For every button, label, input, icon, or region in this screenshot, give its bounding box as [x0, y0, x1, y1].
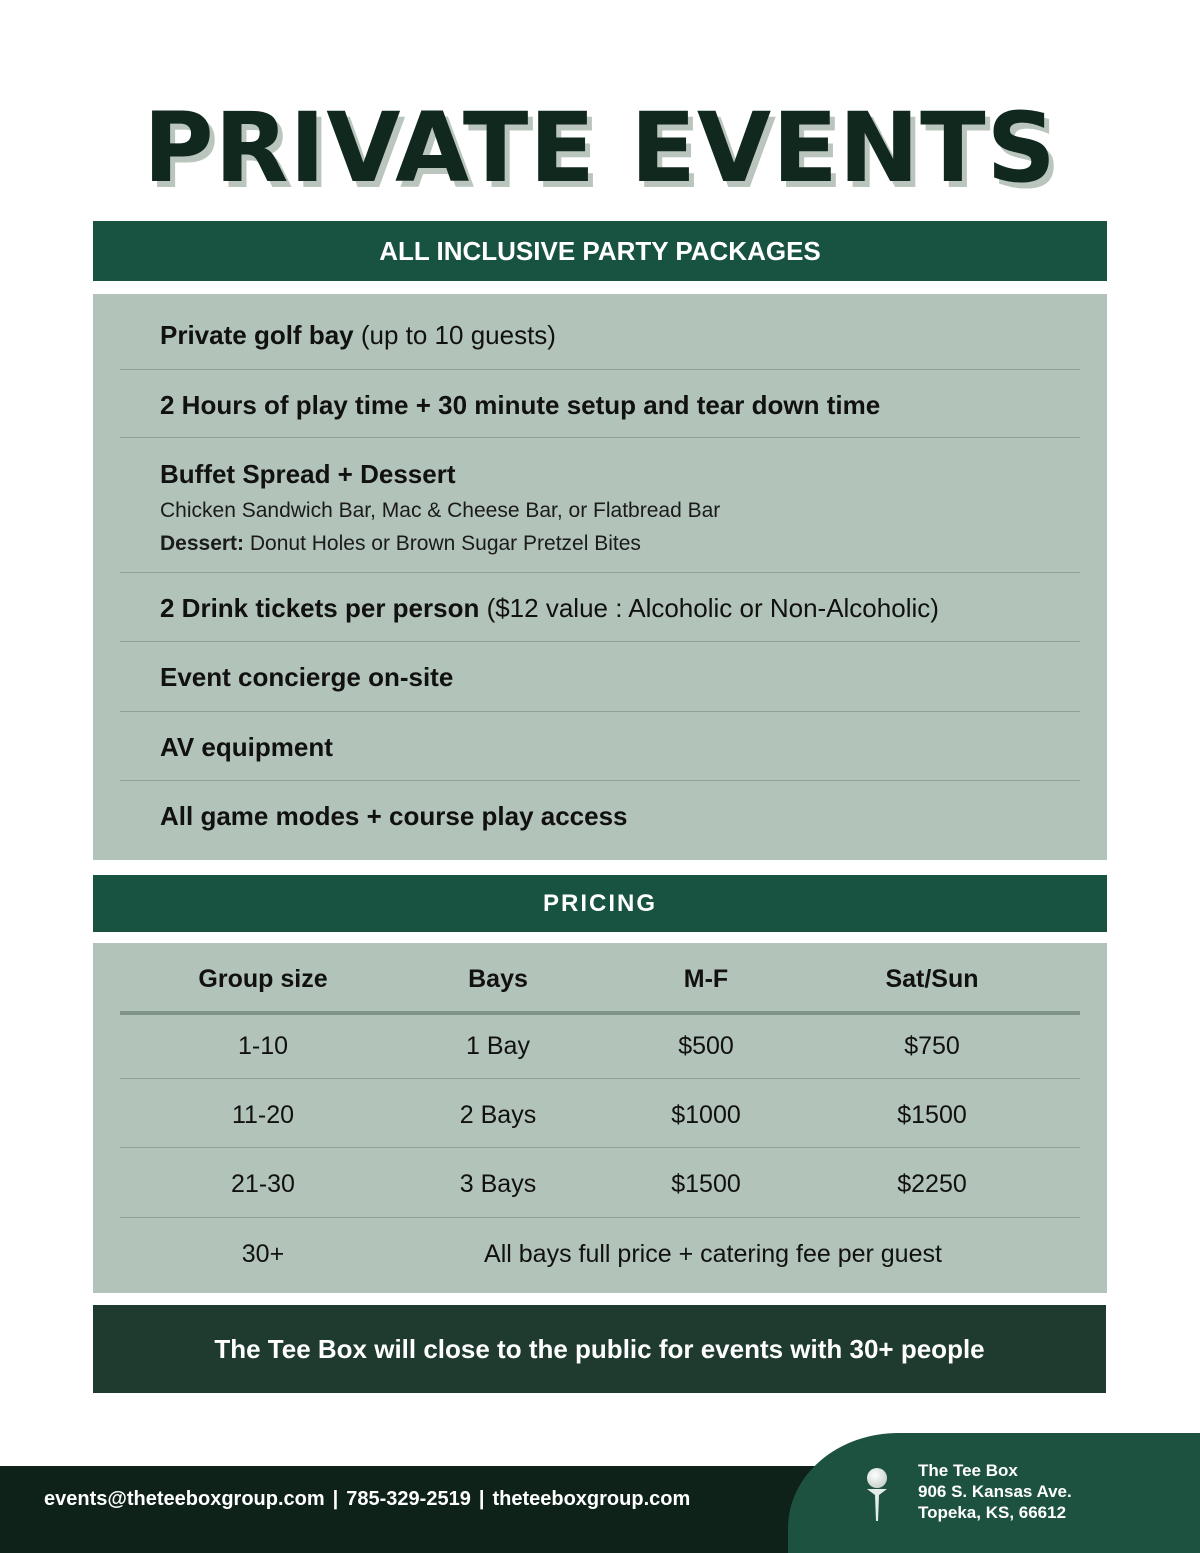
page-title: PRIVATE EVENTS [143, 92, 1057, 204]
list-item [120, 573, 1080, 642]
packages-panel [93, 294, 1107, 860]
closure-notice: The Tee Box will close to the public for events with 30+ people [93, 1305, 1106, 1393]
column-header-group-size: Group size [198, 965, 328, 993]
table-cell: 21-30 [231, 1170, 295, 1198]
large-group-note: All bays full price + catering fee per guest [484, 1240, 942, 1268]
package-item-title: 2 Hours of play time + 30 minute setup and tear down time [160, 390, 881, 420]
address-street: 906 S. Kansas Ave. [918, 1482, 1072, 1501]
package-item-detail: ($12 value : Alcoholic or Non-Alcoholic) [479, 593, 939, 623]
table-cell: 3 Bays [459, 1170, 537, 1198]
table-cell: 30+ [241, 1240, 285, 1268]
contact-website[interactable]: theteeboxgroup.com [492, 1488, 691, 1510]
table-cell: 1-10 [237, 1032, 289, 1060]
list-item [120, 642, 1080, 712]
package-item-title: Private golf bay [160, 320, 354, 350]
address-name: The Tee Box [918, 1461, 1018, 1480]
column-header-weekday: M-F [683, 965, 729, 993]
list-item [120, 438, 1080, 573]
package-item-title: Buffet Spread + Dessert [160, 459, 456, 489]
table-cell: $1500 [671, 1170, 741, 1198]
package-item-title: All game modes + course play access [160, 801, 628, 831]
contact-phone[interactable]: 785-329-2519 [346, 1488, 471, 1510]
package-item-title: AV equipment [160, 732, 333, 762]
row-divider [120, 1078, 1080, 1079]
package-item-title: Event concierge on-site [160, 662, 454, 692]
table-cell: 2 Bays [459, 1101, 537, 1129]
column-header-weekend: Sat/Sun [885, 965, 979, 993]
row-divider [120, 1217, 1080, 1218]
separator: | [478, 1488, 485, 1510]
dessert-options: Donut Holes or Brown Sugar Pretzel Bites [244, 532, 641, 555]
table-cell: $500 [678, 1032, 734, 1060]
pricing-heading: PRICING [93, 875, 1107, 932]
packages-heading: ALL INCLUSIVE PARTY PACKAGES [93, 221, 1107, 281]
address-city: Topeka, KS, 66612 [918, 1503, 1067, 1522]
package-item-title: 2 Drink tickets per person [160, 593, 480, 623]
list-item [120, 370, 1080, 438]
table-cell: $2250 [897, 1170, 967, 1198]
row-divider [120, 1147, 1080, 1148]
table-cell: $750 [904, 1032, 960, 1060]
package-item-detail: (up to 10 guests) [353, 320, 556, 350]
table-cell: 11-20 [231, 1101, 295, 1129]
list-item [120, 712, 1080, 781]
table-cell: 1 Bay [466, 1032, 530, 1060]
contact-email[interactable]: events@theteeboxgroup.com [44, 1488, 325, 1510]
list-item [120, 781, 1080, 860]
column-header-bays: Bays [468, 965, 528, 993]
footer-contact [44, 1488, 690, 1511]
dessert-label: Dessert: [160, 532, 245, 555]
list-item [120, 294, 1080, 370]
separator: | [332, 1488, 339, 1510]
buffet-options: Chicken Sandwich Bar, Mac & Cheese Bar, or Flatbread Bar [160, 499, 721, 522]
table-cell: $1500 [897, 1101, 967, 1129]
golf-tee-icon [862, 1467, 892, 1523]
header-divider [120, 1011, 1080, 1015]
address-block [918, 1460, 1072, 1523]
table-cell: $1000 [671, 1101, 741, 1129]
pricing-table [93, 943, 1107, 1293]
